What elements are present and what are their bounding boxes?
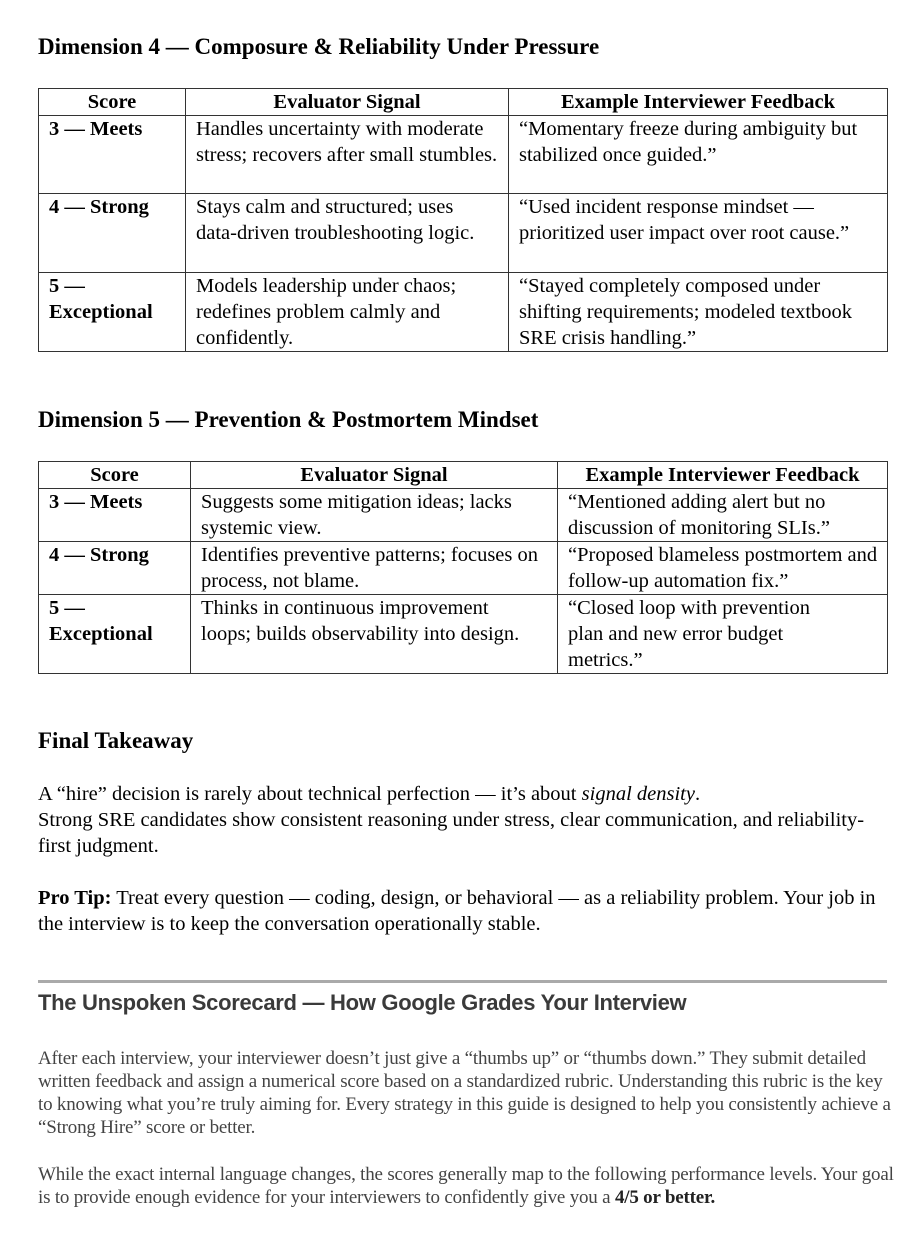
table-row	[39, 489, 888, 542]
feedback-cell: “Used incident response mindset — prioritized user impact over root cause.”	[509, 194, 888, 273]
feedback-cell: “Closed loop with prevention plan and new error budget metrics.”	[558, 595, 888, 674]
pro-tip-text: Treat every question — coding, design, or behavioral — as a reliability problem. Your job in the interview is to keep the conversation operationally stable.	[38, 887, 876, 935]
header-signal: Evaluator Signal	[191, 462, 558, 489]
score-cell: 4 — Strong	[39, 542, 191, 595]
text: While the exact internal language changes, the scores generally map to the following performance levels. Your goal is to provide enough evidence for your interviewers to confidently give you a	[38, 1164, 894, 1208]
score-cell: 4 — Strong	[39, 194, 186, 273]
signal-cell: Stays calm and structured; uses data-driven troubleshooting logic.	[186, 194, 509, 273]
signal-cell: Identifies preventive patterns; focuses on process, not blame.	[191, 542, 558, 595]
signal-cell: Thinks in continuous improvement loops; builds observability into design.	[191, 595, 558, 674]
bold-text: 4/5 or better.	[614, 1187, 716, 1208]
score-cell: 3 — Meets	[39, 116, 186, 194]
takeaway-paragraph-2: Strong SRE candidates show consistent reasoning under stress, clear communication, and reliability-first judgment.	[38, 809, 865, 857]
feedback-cell: “Mentioned adding alert but no discussion of monitoring SLIs.”	[558, 489, 888, 542]
score-cell: 5 — Exceptional	[39, 595, 191, 674]
header-feedback: Example Interviewer Feedback	[509, 89, 888, 116]
header-feedback: Example Interviewer Feedback	[558, 462, 888, 489]
dimension-4-table	[38, 88, 888, 352]
signal-cell: Suggests some mitigation ideas; lacks systemic view.	[191, 489, 558, 542]
dimension-4-heading: Dimension 4 — Composure & Reliability Under Pressure	[38, 34, 600, 59]
dimension-5-heading: Dimension 5 — Prevention & Postmortem Mindset	[38, 407, 539, 432]
table-row	[39, 116, 888, 194]
score-cell: 3 — Meets	[39, 489, 191, 542]
scorecard-paragraph-2	[38, 1163, 898, 1209]
signal-cell: Models leadership under chaos; redefines problem calmly and confidently.	[186, 273, 509, 352]
score-cell: 5 — Exceptional	[39, 273, 186, 352]
pro-tip-label: Pro Tip:	[38, 887, 112, 909]
table-header-row	[39, 89, 888, 116]
pro-tip	[38, 885, 888, 937]
scorecard-heading: The Unspoken Scorecard — How Google Grades Your Interview	[38, 990, 687, 1015]
final-takeaway-heading: Final Takeaway	[38, 728, 194, 753]
divider	[38, 980, 887, 983]
text: A “hire” decision is rarely about technical perfection — it’s about	[38, 783, 582, 805]
scorecard-paragraph-1: After each interview, your interviewer doesn’t just give a “thumbs up” or “thumbs down.” They submit detailed written feedback and assign a numerical score based on a standardized rubric. Understanding this rubric is the key to knowing what you’re truly aiming for. Every strategy in this guide is designed to help you consistently achieve a “Strong Hire” score or better.	[38, 1048, 891, 1138]
feedback-cell: “Momentary freeze during ambiguity but stabilized once guided.”	[509, 116, 888, 194]
table-header-row	[39, 462, 888, 489]
feedback-cell: “Proposed blameless postmortem and follow-up automation fix.”	[558, 542, 888, 595]
emphasis: signal density	[581, 783, 695, 805]
table-row	[39, 542, 888, 595]
takeaway-paragraph-1	[38, 781, 888, 859]
header-signal: Evaluator Signal	[186, 89, 509, 116]
table-row	[39, 595, 888, 674]
dimension-5-table	[38, 461, 888, 674]
text: .	[694, 783, 701, 805]
header-score: Score	[39, 89, 186, 116]
table-row	[39, 194, 888, 273]
signal-cell: Handles uncertainty with moderate stress; recovers after small stumbles.	[186, 116, 509, 194]
header-score: Score	[39, 462, 191, 489]
table-row	[39, 273, 888, 352]
feedback-cell: “Stayed completely composed under shifting requirements; modeled textbook SRE crisis handling.”	[509, 273, 888, 352]
